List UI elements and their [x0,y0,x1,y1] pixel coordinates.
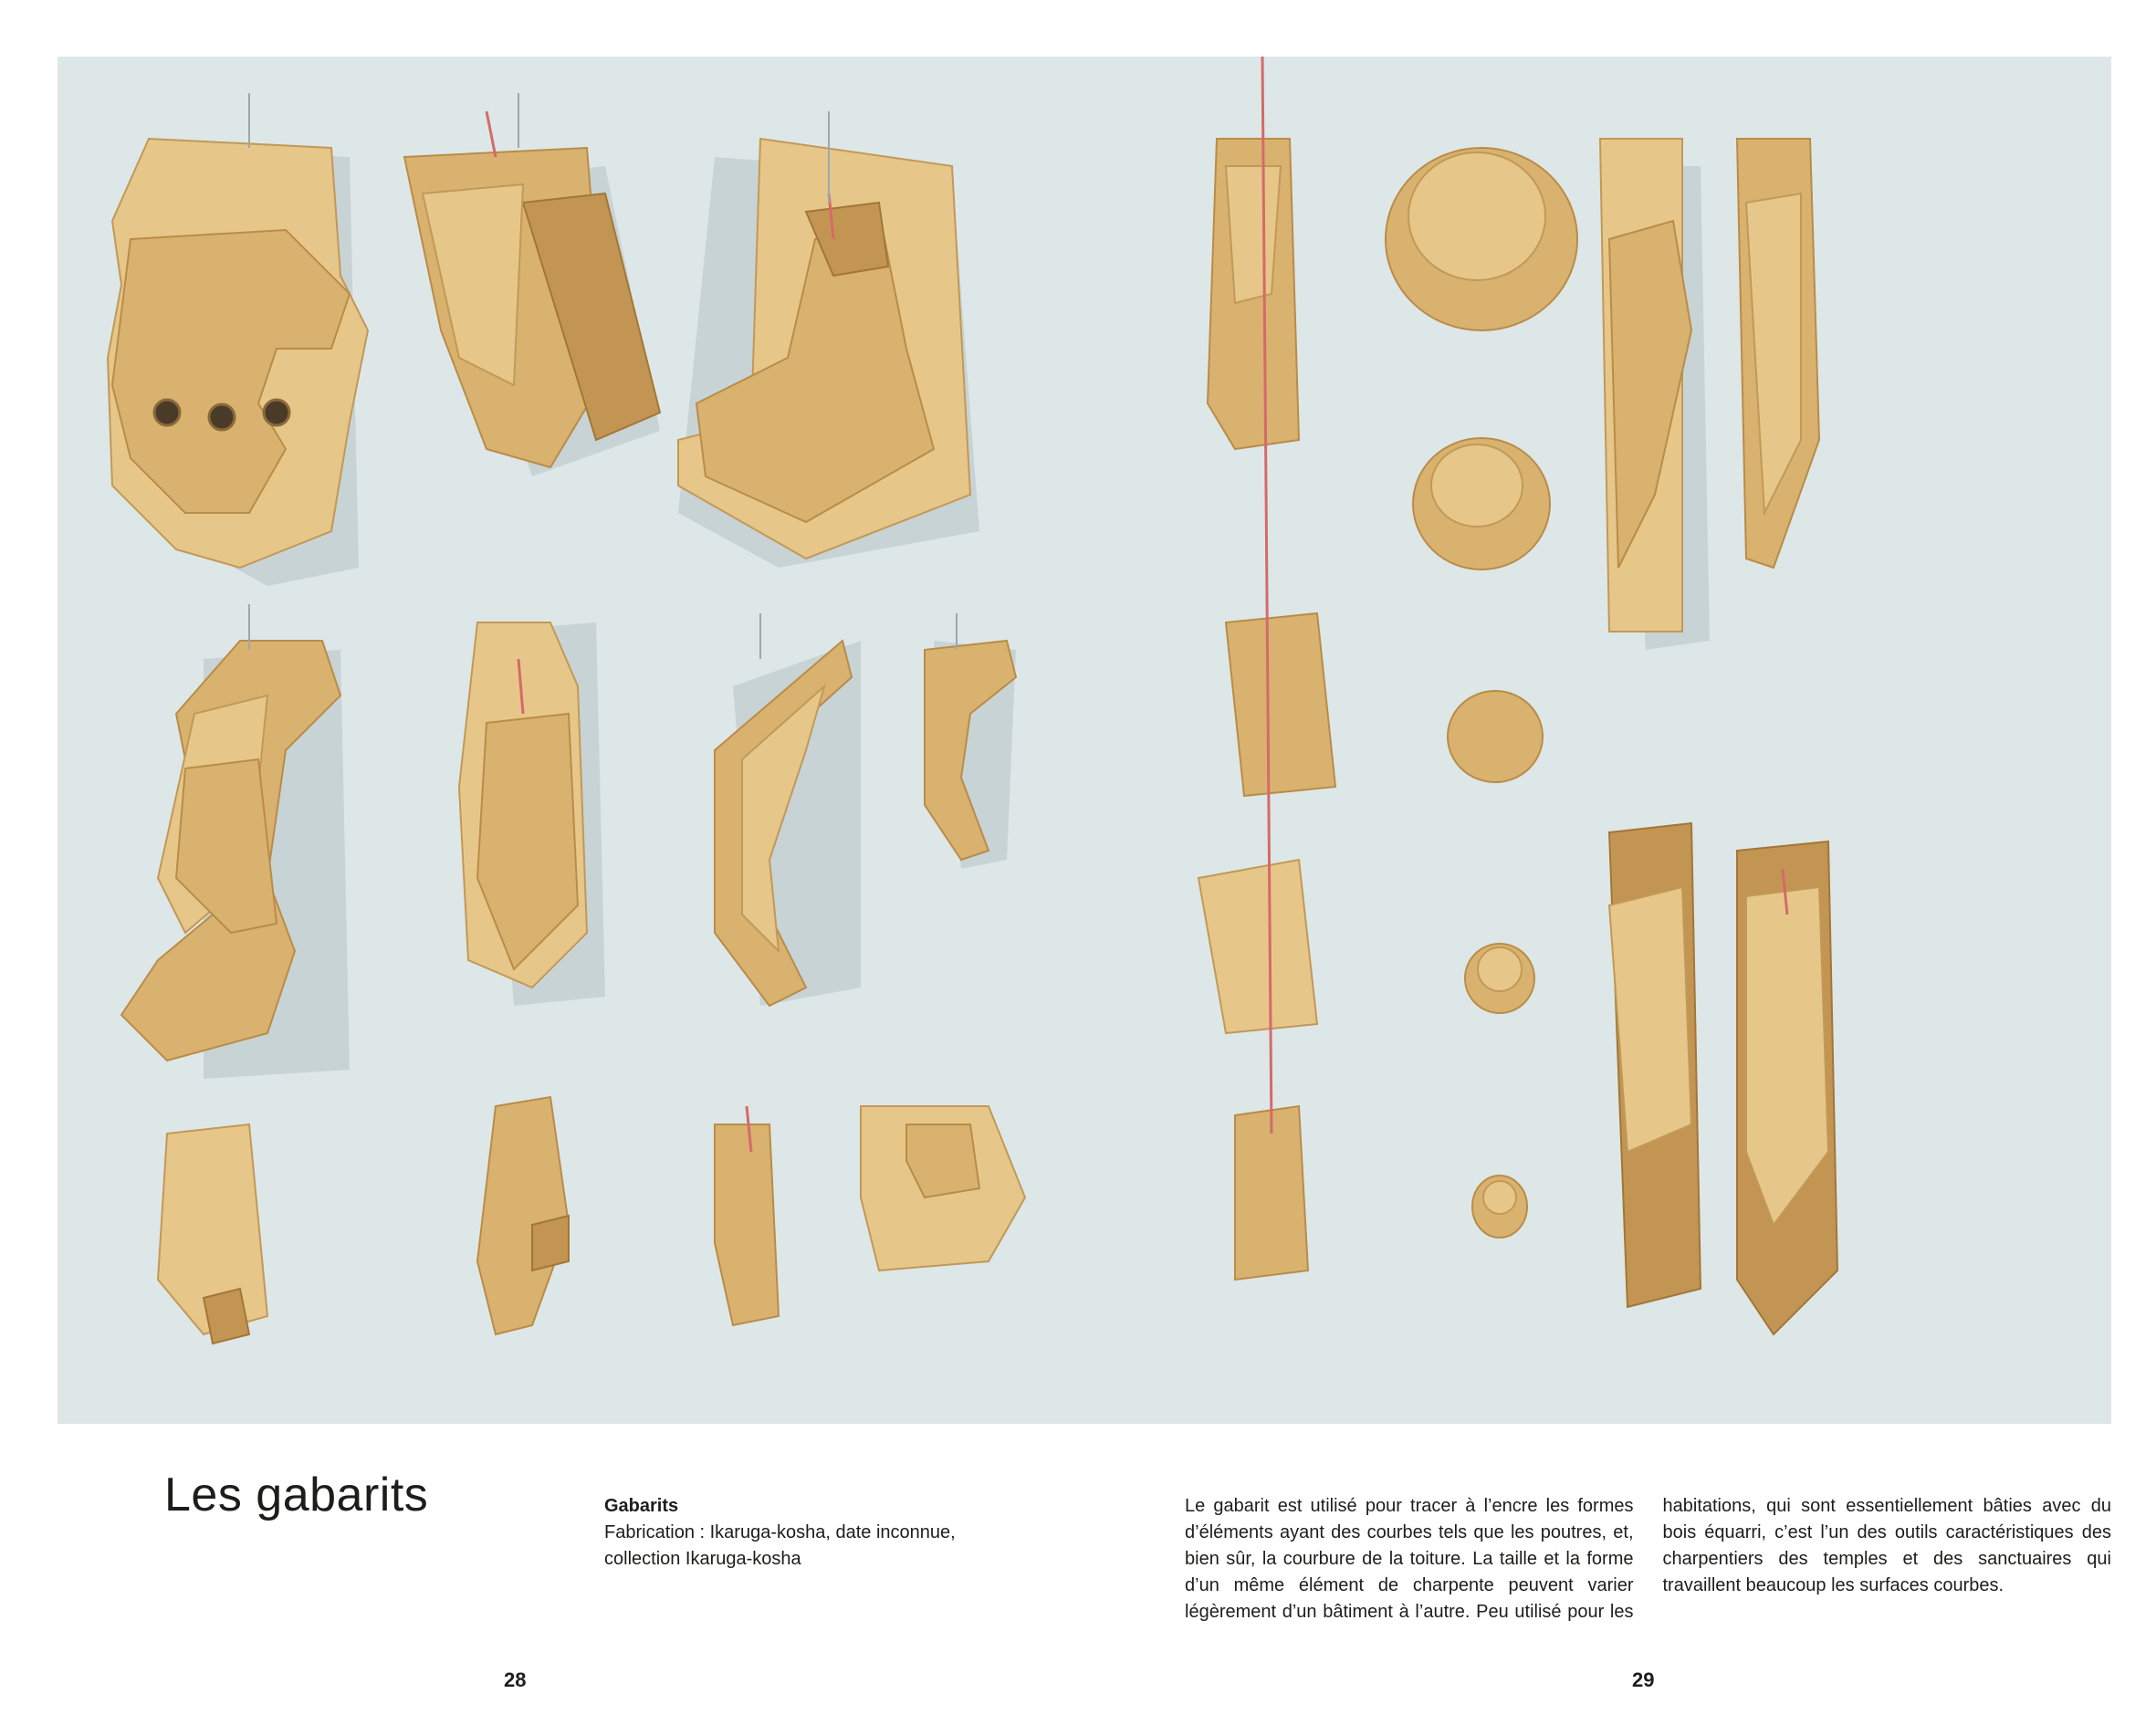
caption-line-2: collection Ikaruga-kosha [604,1549,801,1569]
photo-wooden-templates [58,57,2111,1424]
page-title: Les gabarits [164,1469,429,1521]
template-row3-b [158,1124,267,1343]
photo-caption [604,1493,1006,1573]
template-tall-right-3 [1609,823,1701,1307]
template-row3-e [861,1106,1025,1270]
template-round-3 [1448,691,1543,782]
template-row3-d [715,1106,779,1325]
template-tall-right-4 [1737,842,1837,1334]
template-row3-c [477,1097,569,1334]
template-curved-rafters [715,613,861,1006]
template-small-curve [925,613,1016,869]
page-number-left: 28 [504,1668,527,1691]
template-round-4 [1465,944,1534,1013]
caption-heading: Gabarits [604,1496,679,1516]
template-hanging-tags [459,622,605,1006]
template-bracket-large [108,93,368,586]
template-flat-board [678,111,979,568]
template-round-2 [1413,438,1550,570]
template-round-1 [1386,148,1577,330]
template-fan-stack [404,93,660,476]
template-right-col1 [1198,57,1335,1280]
page-number-right: 29 [1632,1668,1655,1691]
caption-line-1: Fabrication : Ikaruga-kosha, date inconnue, [604,1522,956,1542]
template-round-5 [1472,1176,1527,1238]
template-tall-right-1 [1600,139,1710,650]
body-text: Le gabarit est utilisé pour tracer à l’encre les formes d’éléments ayant des courbes tels que les poutres, et, bien sûr, la courbure de la toiture. La taille et la forme d’un même élément de charpente peuvent varier légèrement d’un bâtiment à l’autre. Peu utilisé pour les habitations, qui sont essentiellement bâties avec du bois équarri, c’est l’un des outils caractéristiques des charpentiers des temples et des sanctuaires qui travaillent beaucoup les surfaces courbes. [1185,1496,2111,1622]
template-tall-right-2 [1737,139,1819,568]
